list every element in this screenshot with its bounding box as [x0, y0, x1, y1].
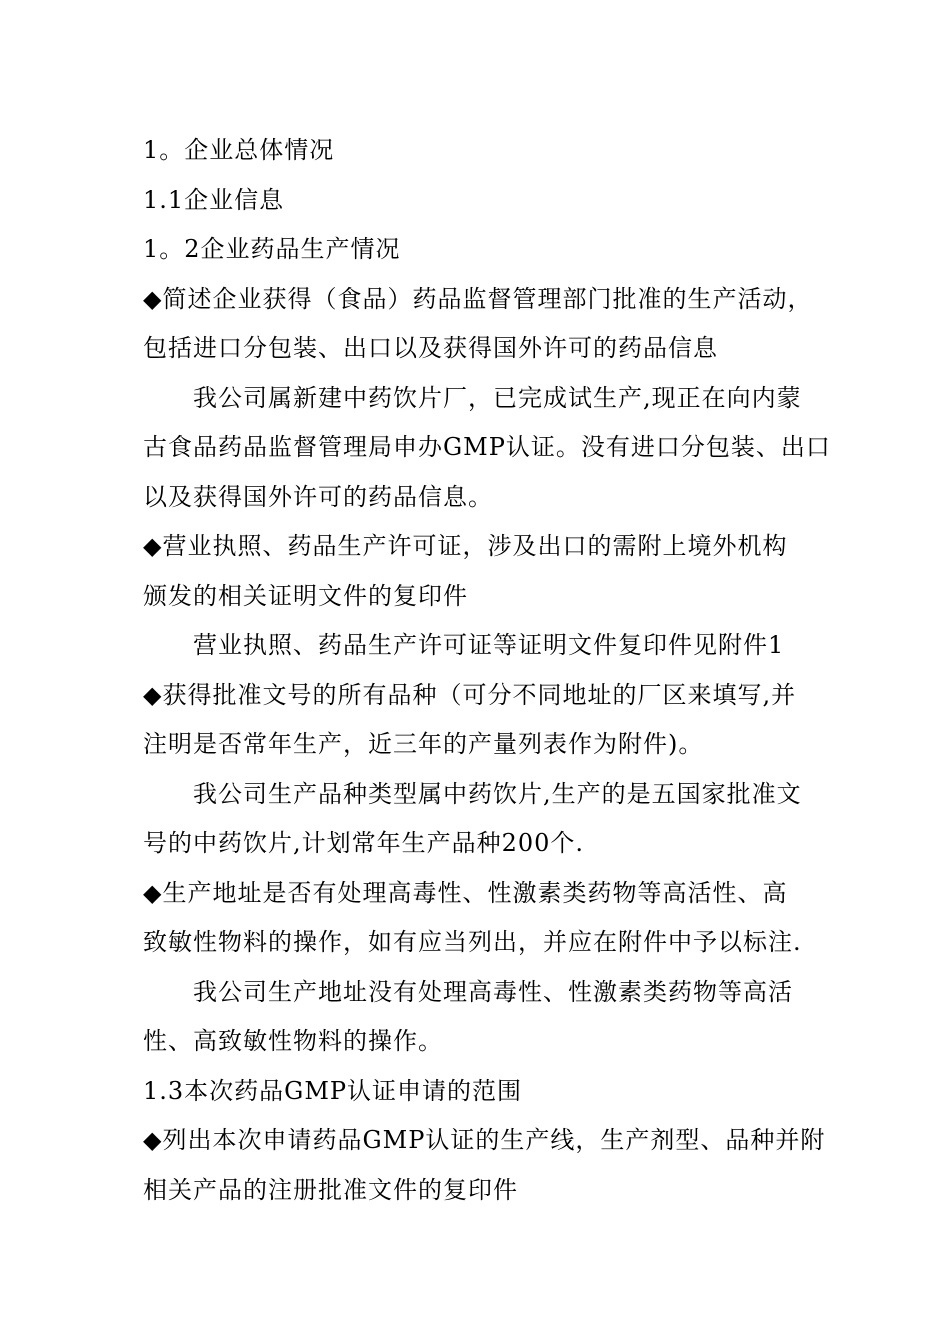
- answer-approved-varieties-line2: 号的中药饮片,计划常年生产品种200个.: [143, 829, 585, 857]
- bullet-business-license-line2: 颁发的相关证明文件的复印件: [143, 581, 468, 610]
- bullet-approved-varieties-line1: ◆获得批准文号的所有品种（可分不同地址的厂区来填写,并: [143, 680, 797, 709]
- heading-gmp-scope: 1.3本次药品GMP认证申请的范围: [143, 1076, 523, 1105]
- heading-enterprise-overview: 1。企业总体情况: [143, 136, 335, 164]
- answer-high-activity-materials-line1: 我公司生产地址没有处理高毒性、性激素类药物等高活: [193, 977, 793, 1006]
- answer-high-activity-materials-line2: 性、高致敏性物料的操作。: [143, 1027, 443, 1055]
- answer-approved-activities-line2: 古食品药品监督管理局申办GMP认证。没有进口分包装、出口: [143, 433, 831, 461]
- bullet-approved-activities-line1: ◆简述企业获得（食品）药品监督管理部门批准的生产活动，: [143, 284, 813, 313]
- answer-business-license: 营业执照、药品生产许可证等证明文件复印件见附件1: [193, 631, 785, 659]
- bullet-production-lines-line2: 相关产品的注册批准文件的复印件: [143, 1175, 518, 1204]
- bullet-high-activity-materials-line1: ◆生产地址是否有处理高毒性、性激素类药物等高活性、高: [143, 878, 788, 907]
- answer-approved-activities-line3: 以及获得国外许可的药品信息。: [143, 482, 493, 511]
- heading-drug-production: 1。2企业药品生产情况: [143, 235, 401, 263]
- document-body: [143, 126, 831, 1215]
- bullet-production-lines-line1: ◆列出本次申请药品GMP认证的生产线，生产剂型、品种并附: [143, 1126, 826, 1154]
- heading-enterprise-info: 1.1企业信息: [143, 185, 285, 214]
- bullet-approved-activities-line2: 包括进口分包装、出口以及获得国外许可的药品信息: [143, 334, 718, 362]
- answer-approved-activities-line1: 我公司属新建中药饮片厂，已完成试生产,现正在向内蒙: [193, 383, 802, 412]
- bullet-high-activity-materials-line2: 致敏性物料的操作，如有应当列出，并应在附件中予以标注.: [143, 928, 802, 956]
- answer-approved-varieties-line1: 我公司生产品种类型属中药饮片,生产的是五国家批准文: [193, 779, 802, 808]
- bullet-business-license-line1: ◆营业执照、药品生产许可证，涉及出口的需附上境外机构: [143, 532, 788, 560]
- bullet-approved-varieties-line2: 注明是否常年生产，近三年的产量列表作为附件)。: [143, 730, 704, 758]
